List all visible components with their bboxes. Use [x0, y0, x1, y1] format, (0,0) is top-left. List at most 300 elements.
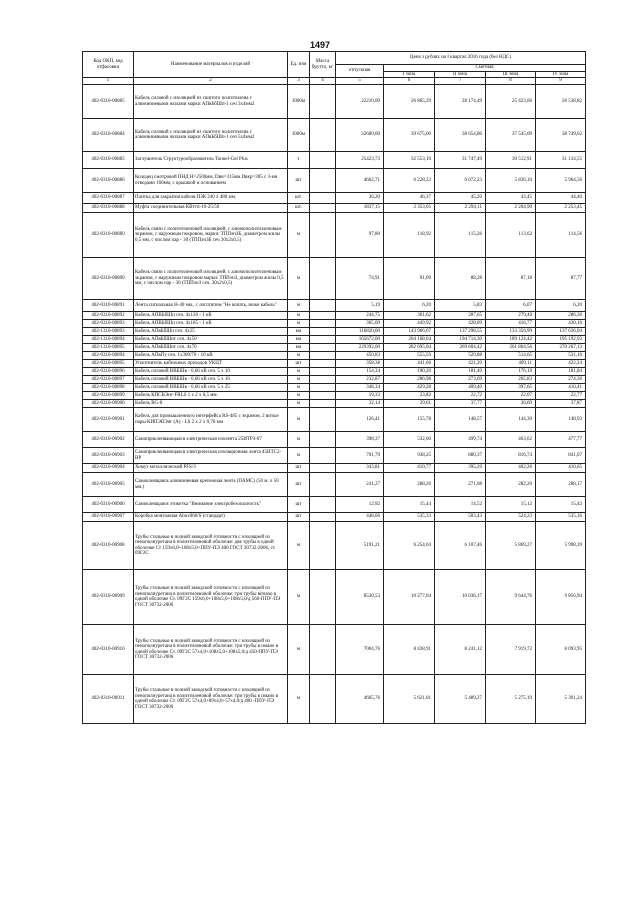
row-zone2-price: 31 747,49	[435, 152, 486, 169]
row-unit: м	[288, 213, 310, 258]
row-code: 402-1310-00895	[83, 344, 134, 352]
table-row	[83, 408, 586, 432]
row-release-price: 701,79	[336, 448, 384, 464]
row-zone4-price: 422,24	[536, 360, 586, 368]
row-zone3-price: 133 356,99	[486, 328, 536, 336]
table-row	[83, 625, 586, 675]
row-release-price: 116820,00	[336, 328, 384, 336]
table-row	[83, 258, 586, 300]
row-release-price: 7004,76	[336, 625, 384, 675]
table-row	[83, 193, 586, 204]
row-zone1-price: 23,82	[384, 392, 435, 400]
row-zone3-price: 265,83	[486, 376, 536, 384]
row-code: 402-0310-00886	[83, 169, 134, 193]
row-release-price: 19,33	[336, 392, 384, 400]
row-release-price: 241,27	[336, 473, 384, 497]
row-unit: шт	[288, 169, 310, 193]
row-zone1-price: 204 168,64	[384, 336, 435, 344]
row-mass	[310, 675, 336, 724]
row-unit: км	[288, 344, 310, 352]
row-code: 402-0310-00898	[83, 384, 134, 392]
row-name: Плитка для закрытия кабеля ПЗК 240 х 480 мм.	[134, 193, 288, 204]
row-zone3-price: 6,07	[486, 300, 536, 312]
row-mass	[310, 204, 336, 213]
row-zone4-price: 2 253,45	[536, 204, 586, 213]
table-row	[83, 384, 586, 392]
row-code: 402-0310-00885	[83, 85, 134, 119]
row-code: 402-1310-00893	[83, 328, 134, 336]
row-zone4-price: 5 391,24	[536, 675, 586, 724]
row-name: Кабель связи с полиэтиленовой изоляцией, с алюмополиэтиленовым экраном, с наружным покровом марки: ТППэпЗ, диаметром жилы 0,5 мм, с числом пар - 30 (ТППэпЗ сеч. 30х2х0,5)	[134, 258, 288, 300]
row-zone2-price: 428,09	[435, 320, 486, 328]
row-zone2-price: 395,29	[435, 464, 486, 473]
row-name: Кабель RG-8	[134, 400, 288, 408]
row-zone1-price: 429,28	[384, 384, 435, 392]
row-unit: т	[288, 152, 310, 169]
row-name: Кабель АПвПу сеч. 1х300/70 - 10 кВ	[134, 352, 288, 360]
row-code: 402-0310-00891	[83, 300, 134, 312]
row-name: Трубы стальные в полной заводской готовности с изоляцией из пенополиуретана в полиэтиленовой оболочке: три трубы в имано в одной оболочке Ст. 09Г2С 57х4,0+108х5,0+108х5,0/д 450-ППУ-ПЭ ГОСТ 30732-2006	[134, 625, 288, 675]
row-release-price: 5191,21	[336, 522, 384, 570]
row-mass	[310, 336, 336, 344]
row-mass	[310, 328, 336, 336]
row-mass	[310, 320, 336, 328]
row-zone3-price: 416,77	[486, 320, 536, 328]
row-mass	[310, 169, 336, 193]
table-row	[83, 204, 586, 213]
row-unit: шт.	[288, 204, 310, 213]
row-zone2-price: 148,57	[435, 408, 486, 432]
row-release-price: 244,75	[336, 312, 384, 320]
row-mass	[310, 300, 336, 312]
row-zone1-price: 46,37	[384, 193, 435, 204]
row-zone4-price: 148,93	[536, 408, 586, 432]
row-zone2-price: 5 489,27	[435, 675, 486, 724]
row-zone2-price: 194 714,30	[435, 336, 486, 344]
row-zone3-price: 144,30	[486, 408, 536, 432]
row-zone2-price: 37,77	[435, 400, 486, 408]
row-zone4-price: 8 093,95	[536, 625, 586, 675]
row-zone4-price: 195 192,93	[536, 336, 586, 344]
row-zone4-price: 841,67	[536, 448, 586, 464]
row-release-price: 343,81	[336, 464, 384, 473]
row-name: Заглушитель Структурообразователь Tunnel-Gel Plus	[134, 152, 288, 169]
row-mass	[310, 432, 336, 448]
col-number: 4	[310, 78, 336, 85]
row-zone3-price: 409,11	[486, 360, 536, 368]
row-zone1-price: 282 695,04	[384, 344, 435, 352]
row-mass	[310, 513, 336, 522]
table-row	[83, 344, 586, 352]
row-code: 402-0310-00900	[83, 400, 134, 408]
row-code: 402-0310-00897	[83, 376, 134, 384]
col-number: 1	[83, 78, 134, 85]
row-mass	[310, 152, 336, 169]
header-zone-4: IV зона	[536, 71, 586, 78]
row-zone1-price: 938,25	[384, 448, 435, 464]
row-code: 402-0310-00899	[83, 392, 134, 400]
row-zone2-price: 421,20	[435, 360, 486, 368]
row-unit: м	[288, 400, 310, 408]
row-zone3-price: 113,62	[486, 213, 536, 258]
row-zone2-price: 529,88	[435, 352, 486, 360]
row-zone2-price: 499,74	[435, 432, 486, 448]
row-zone4-price: 430,16	[536, 320, 586, 328]
row-release-price: 25423,73	[336, 152, 384, 169]
row-zone2-price: 10 036,17	[435, 570, 486, 625]
row-code: 402-0310-00894	[83, 352, 134, 360]
row-mass	[310, 85, 336, 119]
row-name: Кабель АПвБбШнг сеч. 4х50	[134, 336, 288, 344]
row-zone4-price: 535,16	[536, 513, 586, 522]
header-mass: Масса брутто, кг	[310, 52, 336, 78]
row-zone4-price: 114,56	[536, 213, 586, 258]
row-mass	[310, 522, 336, 570]
table-row	[83, 675, 586, 724]
row-code: 402-0310-00885	[83, 152, 134, 169]
row-name: Трубы стальные в полной заводской готовности с изоляцией из пенополиуретана в полиэтиленовой оболочке: три трубы вimanо в одной оболочке Ст. 09Г2С 159х6,0+108х5,0+108х5,0/д 560-ППУ-ПЭ ГОСТ 30732-2006	[134, 570, 288, 625]
row-zone4-price: 410,41	[536, 384, 586, 392]
row-name: Коробка монтажная Abox060/S (стандарт)	[134, 513, 288, 522]
row-code: 402-0310-00902	[83, 432, 134, 448]
row-name: Самоприклеивающаяся электрическая изолента 25ИТРЗ-07	[134, 432, 288, 448]
row-zone3-price: 5 836,10	[486, 169, 536, 193]
row-zone2-price: 409,40	[435, 384, 486, 392]
table-row	[83, 513, 586, 522]
row-mass	[310, 497, 336, 513]
row-code: 402-0310-00893	[83, 320, 134, 328]
row-zone1-price: 2 353,05	[384, 204, 435, 213]
row-zone3-price: 43,45	[486, 193, 536, 204]
header-zone-3: III зона	[486, 71, 536, 78]
table-row	[83, 169, 586, 193]
row-mass	[310, 376, 336, 384]
row-release-price: 5,19	[336, 300, 384, 312]
row-unit: м	[288, 625, 310, 675]
table-row	[83, 497, 586, 513]
row-zone3-price: 25 423,06	[486, 85, 536, 119]
row-zone4-price: 26 538,82	[536, 85, 586, 119]
row-mass	[310, 352, 336, 360]
row-name: Кабель силовой с изоляцией из сшитого полиэтилена с алюминиевыми жилами марки АПвБбШп-1 сеч 3х4мм2	[134, 85, 288, 119]
row-mass	[310, 368, 336, 376]
row-mass	[310, 570, 336, 625]
row-code: 402-0310-00903	[83, 448, 134, 464]
row-unit: м	[288, 376, 310, 384]
row-name: Уплотнитель кабельных проходов УКЦТ	[134, 360, 288, 368]
page-number: 1497	[309, 40, 331, 50]
row-zone3-price: 37 545,09	[486, 119, 536, 152]
row-code: 402-0310-00895	[83, 360, 134, 368]
row-release-price: 358,38	[336, 360, 384, 368]
row-name: Муфта соединительная КВттп-10-25/50	[134, 204, 288, 213]
table-row	[83, 368, 586, 376]
row-code: 402-0310-00888	[83, 204, 134, 213]
row-mass	[310, 119, 336, 152]
row-code: 402-0310-00905	[83, 473, 134, 497]
row-zone2-price: 45,20	[435, 193, 486, 204]
row-zone4-price: 531,16	[536, 352, 586, 360]
row-zone1-price: 535,33	[384, 513, 435, 522]
header-code: Код ОКП, код отфасовки	[83, 52, 134, 78]
row-zone2-price: 2 294,11	[435, 204, 486, 213]
row-unit: шт	[288, 513, 310, 522]
row-zone1-price: 32 553,10	[384, 152, 435, 169]
row-zone3-price: 463,62	[486, 432, 536, 448]
header-estimate: Сметная	[384, 65, 586, 72]
row-unit: 1000м	[288, 85, 310, 119]
row-unit: м	[288, 352, 310, 360]
row-zone3-price: 22,07	[486, 392, 536, 400]
row-name: Хомут металлический PFS/3	[134, 464, 288, 473]
header-zone-2: II зона	[435, 71, 486, 78]
col-number: 9	[536, 78, 586, 85]
row-zone3-price: 524,23	[486, 513, 536, 522]
row-release-price: 365,09	[336, 320, 384, 328]
row-zone4-price: 410,65	[536, 464, 586, 473]
row-release-price: 36,20	[336, 193, 384, 204]
row-name: Кабель силовой ВВБШв - 0,66 кВ сеч. 5 х 16	[134, 376, 288, 384]
row-zone1-price: 10 277,04	[384, 570, 435, 625]
row-zone4-price: 44,40	[536, 193, 586, 204]
row-name: Самоклеящаяся этикетка "Внимание электробезопасность"	[134, 497, 288, 513]
row-zone2-price: 22,72	[435, 392, 486, 400]
row-zone4-price: 15,43	[536, 497, 586, 513]
row-mass	[310, 344, 336, 352]
row-code: 402-0310-00904	[83, 464, 134, 473]
row-zone4-price: 5 998,39	[536, 522, 586, 570]
row-zone4-price: 38 749,62	[536, 119, 586, 152]
row-zone1-price: 6 254,04	[384, 522, 435, 570]
row-zone1-price: 410,77	[384, 464, 435, 473]
row-zone1-price: 288,26	[384, 473, 435, 497]
row-zone2-price: 137 298,55	[435, 328, 486, 336]
row-release-price: 32,14	[336, 400, 384, 408]
row-code: 402-0310-00892	[83, 312, 134, 320]
row-unit: м	[288, 570, 310, 625]
row-zone1-price: 143 966,07	[384, 328, 435, 336]
row-zone4-price: 288,17	[536, 473, 586, 497]
row-release-price: 4662,71	[336, 169, 384, 193]
table-row	[83, 376, 586, 384]
row-zone3-price: 5 869,27	[486, 522, 536, 570]
row-name: Трубы стальные в полной заводской готовности с изоляцией из пенополиуретана в полиэтиленовой оболочке: две трубы в одной оболочке Ст 159х6,0+108х5,0+ППУ-ПЭ 400 ГОСТ 30732-2006, ст 09Г2С	[134, 522, 288, 570]
row-zone3-price: 176,19	[486, 368, 536, 376]
row-name: Трубы стальные в полной заводской готовности с изоляцией из пенополиуретана в полиэтиленовой оболочке: три трубы в имано в одной оболочке Ст. 09Г2С 57х4,0+89х4,0+57х4,0/д 400 -ППУ-ПЭ ГОСТ 30732-2006	[134, 675, 288, 724]
table-row	[83, 328, 586, 336]
row-zone3-price: 15,12	[486, 497, 536, 513]
row-zone1-price: 190,20	[384, 368, 435, 376]
row-zone1-price: 6,20	[384, 300, 435, 312]
row-zone2-price: 269 604,42	[435, 344, 486, 352]
row-name: Кабель силовой с изоляцией из сшитого полиэтилена с алюминиевыми жилами марки АПвБбШп-1 сеч 5х4мм2	[134, 119, 288, 152]
row-unit: шт	[288, 497, 310, 513]
row-zone2-price: 287,65	[435, 312, 486, 320]
row-release-price: 154,34	[336, 368, 384, 376]
table-row	[83, 352, 586, 360]
table-row	[83, 213, 586, 258]
row-release-price: 97,80	[336, 213, 384, 258]
row-code: 402-0310-00901	[83, 408, 134, 432]
row-zone4-price: 5 964,56	[536, 169, 586, 193]
row-zone2-price: 5,83	[435, 300, 486, 312]
row-zone3-price: 189 124,42	[486, 336, 536, 344]
row-zone4-price: 181,84	[536, 368, 586, 376]
row-zone1-price: 91,09	[384, 258, 435, 300]
row-zone2-price: 38 654,80	[435, 119, 486, 152]
row-code: 402-0310-00887	[83, 193, 134, 204]
row-mass	[310, 384, 336, 392]
row-release-price: 232,87	[336, 376, 384, 384]
row-unit: шт	[288, 464, 310, 473]
row-zone3-price: 816,74	[486, 448, 536, 464]
row-name: Лента сигнальная Н-40 мм., с логотипом "Не копать, ниже кабель"	[134, 300, 288, 312]
row-mass	[310, 625, 336, 675]
row-zone4-price: 137 636,04	[536, 328, 586, 336]
row-release-price: 165672,00	[336, 336, 384, 344]
row-release-price: 450,83	[336, 352, 384, 360]
col-number: 3	[288, 78, 310, 85]
row-zone3-price: 2 204,90	[486, 204, 536, 213]
row-mass	[310, 408, 336, 432]
row-name: Кабель КПСВЭнг-FRLS 1 х 2 х 0,5 мм.	[134, 392, 288, 400]
row-zone4-price: 286,36	[536, 312, 586, 320]
row-zone1-price: 532,60	[384, 432, 435, 448]
col-number: 8	[486, 78, 536, 85]
row-release-price: 448,06	[336, 513, 384, 522]
row-zone2-price: 181,40	[435, 368, 486, 376]
row-unit: шт	[288, 473, 310, 497]
row-zone2-price: 115,26	[435, 213, 486, 258]
row-zone3-price: 5 275,19	[486, 675, 536, 724]
row-mass	[310, 464, 336, 473]
row-name: Кабель связи с полиэтиленовой изоляцией, с алюмополиэтиленовым экраном, с наружным покровом, марки: ТППэпЗБ, диаметром жилы 0,5 мм, с числом пар - 30 (ТППэпЗБ сеч 30х2х0,5)	[134, 213, 288, 258]
row-zone3-price: 7 919,72	[486, 625, 536, 675]
row-zone3-price: 402,26	[486, 464, 536, 473]
row-mass	[310, 193, 336, 204]
row-mass	[310, 392, 336, 400]
row-zone1-price: 6 228,23	[384, 169, 435, 193]
row-name: Кабель АПВБбШп сеч. 4х185 - 1 кВ	[134, 320, 288, 328]
row-code: 402-0310-00906	[83, 497, 134, 513]
header-name: Наименование материалов и изделий	[134, 52, 288, 78]
row-zone3-price: 279,40	[486, 312, 536, 320]
row-zone3-price: 261 864,56	[486, 344, 536, 352]
table-row	[83, 448, 586, 464]
row-unit: м	[288, 392, 310, 400]
row-name: Самоклеящаяся алюминиевая крепежная лента (ПАМС) (50 м. х 50 мм.)	[134, 473, 288, 497]
row-release-price: 12,92	[336, 497, 384, 513]
row-zone3-price: 282,20	[486, 473, 536, 497]
row-zone1-price: 441,66	[384, 360, 435, 368]
row-unit: м	[288, 384, 310, 392]
row-zone1-price: 286,98	[384, 376, 435, 384]
header-release: отпускная	[336, 65, 384, 78]
table-row	[83, 570, 586, 625]
row-code: 402-0310-00910	[83, 625, 134, 675]
row-zone1-price: 118,92	[384, 213, 435, 258]
row-zone4-price: 37,87	[536, 400, 586, 408]
row-unit: м	[288, 408, 310, 432]
header-unit: Ед. изм	[288, 52, 310, 78]
row-release-price: 398,37	[336, 432, 384, 448]
row-name: Кабель силовой ВВБШв - 0,66 кВ сеч. 5 х 25	[134, 384, 288, 392]
row-release-price: 8530,53	[336, 570, 384, 625]
row-zone3-price: 87,18	[486, 258, 536, 300]
row-zone2-price: 271,08	[435, 473, 486, 497]
row-zone1-price: 39,61	[384, 400, 435, 408]
row-name: Кабель АПВБбШп сеч. 4х120 - 1 кВ	[134, 312, 288, 320]
row-zone2-price: 880,37	[435, 448, 486, 464]
col-number: 6	[384, 78, 435, 85]
row-zone4-price: 87,77	[536, 258, 586, 300]
row-name: Кабель АПвБбШп сеч. 4х25	[134, 328, 288, 336]
row-zone4-price: 31 134,55	[536, 152, 586, 169]
row-zone2-price: 6 107,46	[435, 522, 486, 570]
row-zone1-price: 301,62	[384, 312, 435, 320]
row-unit: м	[288, 258, 310, 300]
row-zone2-price: 28 174,49	[435, 85, 486, 119]
row-unit: м	[288, 675, 310, 724]
row-mass	[310, 312, 336, 320]
table-row	[83, 392, 586, 400]
row-zone2-price: 14,52	[435, 497, 486, 513]
row-unit: м	[288, 448, 310, 464]
row-code: 402-0310-00908	[83, 522, 134, 570]
row-zone4-price: 477,77	[536, 432, 586, 448]
table-row	[83, 336, 586, 344]
table-row	[83, 360, 586, 368]
row-zone3-price: 9 644,76	[486, 570, 536, 625]
row-zone1-price: 39 675,00	[384, 119, 435, 152]
row-zone3-price: 36,69	[486, 400, 536, 408]
row-release-price: 22210,00	[336, 85, 384, 119]
row-unit: м	[288, 368, 310, 376]
row-zone2-price: 503,43	[435, 513, 486, 522]
table-row	[83, 152, 586, 169]
row-zone1-price: 555,59	[384, 352, 435, 360]
table-row	[83, 119, 586, 152]
row-unit: шт.	[288, 193, 310, 204]
row-name: Самоприклеивающаяся электрическая изоляционная лента 45ИТС2-ВР	[134, 448, 288, 464]
row-zone3-price: 397,65	[486, 384, 536, 392]
col-number: 5	[336, 78, 384, 85]
row-unit: 1000м	[288, 119, 310, 152]
row-release-price: 32600,00	[336, 119, 384, 152]
row-zone4-price: 274,36	[536, 376, 586, 384]
row-unit: м	[288, 432, 310, 448]
row-code: 402-0310-00889	[83, 213, 134, 258]
header-price-title: Цена з рублях на I квартал 2016 года (без НДС)	[336, 52, 586, 65]
row-code: 402-0310-00907	[83, 513, 134, 522]
row-name: Колодец смотровой ПНД Н=2500мм, Dвн=315мм Dвкр=305 с 3-мя отводами 160мм, с крышкой и основанием	[134, 169, 288, 193]
row-unit: шт	[288, 360, 310, 368]
row-mass	[310, 213, 336, 258]
row-zone1-price: 449,92	[384, 320, 435, 328]
row-zone1-price: 26 865,29	[384, 85, 435, 119]
row-unit: м	[288, 320, 310, 328]
row-zone2-price: 273,69	[435, 376, 486, 384]
row-zone4-price: 6,20	[536, 300, 586, 312]
row-code: 402-1310-00894	[83, 336, 134, 344]
table-row	[83, 473, 586, 497]
row-zone4-price: 270 267,13	[536, 344, 586, 352]
row-release-price: 4665,76	[336, 675, 384, 724]
table-row	[83, 464, 586, 473]
row-code: 402-0310-00911	[83, 675, 134, 724]
table-row	[83, 312, 586, 320]
row-release-price: 126,41	[336, 408, 384, 432]
